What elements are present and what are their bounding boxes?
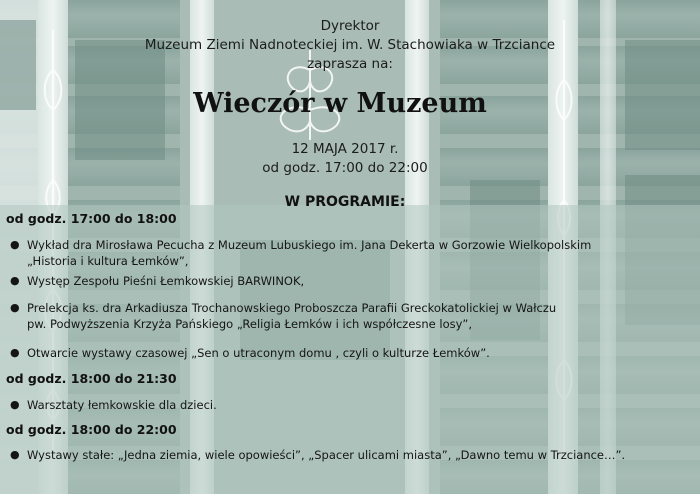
program-item-line1: Warsztaty łemkowskie dla dzieci. [27,398,217,412]
header-institution: Muzeum Ziemi Nadnoteckiej im. W. Stachowiaka w Trzciance [144,37,556,53]
program-item [10,300,680,332]
bullet-icon: ● [10,398,20,411]
program-item-line1: Wykład dra Mirosława Pecucha z Muzeum Lubuskiego im. Jana Dekerta w Gorzowie Wielkopolskim [27,238,592,252]
page-title: Wieczór w Muzeum [193,88,487,119]
bullet-icon: ● [10,448,20,461]
bullet-icon: ● [10,301,20,314]
program-item-line1: Występ Zespołu Pieśni Łemkowskiej BARWINOK, [27,274,305,288]
program-item-line2: pw. Podwyższenia Krzyża Pańskiego „Religia Łemków i ich współczesne losy”, [27,317,473,331]
program-item-line1: Prelekcja ks. dra Arkadiusza Trochanowskiego Proboszcza Parafii Greckokatolickiej w Wałczu [27,301,557,315]
program-item [10,273,680,289]
program-item-line2: „Historia i kultura Łemków”, [27,254,189,268]
program-slot-time: od godz. 18:00 do 21:30 [6,371,177,386]
header-invites: zaprasza na: [307,56,393,72]
program-item [10,397,680,413]
event-hours: od godz. 17:00 do 22:00 [262,160,428,176]
program-heading: W PROGRAMIE: [284,194,406,210]
bullet-icon: ● [10,238,20,251]
bullet-icon: ● [10,274,20,287]
program-item-line1: Wystawy stałe: „Jedna ziemia, wiele opowieści”, „Spacer ulicami miasta”, „Dawno temu w Trzciance…”. [27,448,626,462]
program-item [10,345,680,361]
program-slot-time: od godz. 18:00 do 22:00 [6,422,177,437]
bullet-icon: ● [10,346,20,359]
event-date: 12 MAJA 2017 r. [291,141,399,157]
program-item-line1: Otwarcie wystawy czasowej „Sen o utraconym domu , czyli o kulturze Łemków”. [27,346,490,360]
program-item [10,237,680,269]
program-slot-time: od godz. 17:00 do 18:00 [6,211,177,226]
program-item [10,447,680,463]
header-role: Dyrektor [320,18,380,34]
